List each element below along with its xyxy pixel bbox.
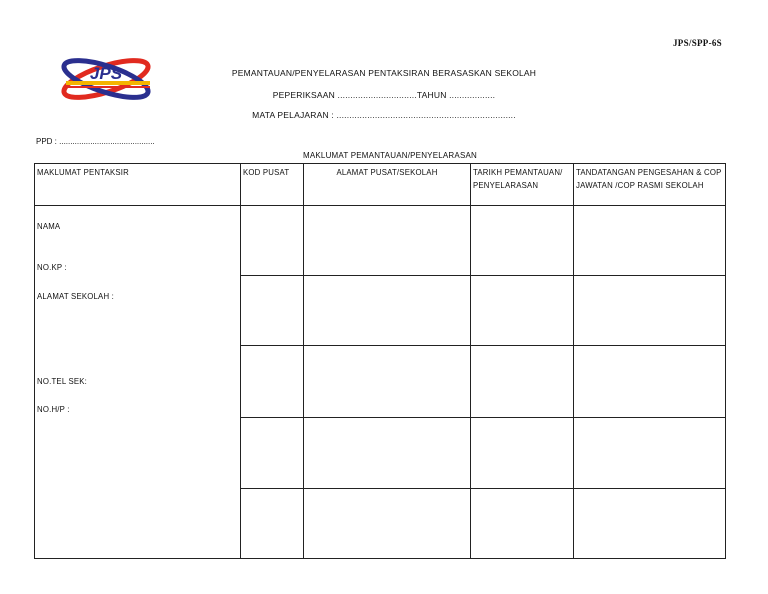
header-kod-pusat: KOD PUSAT [241, 164, 304, 206]
assessor-info-cell[interactable] [35, 206, 241, 559]
alamat-pusat-cell[interactable] [304, 417, 471, 488]
tarikh-cell[interactable] [471, 417, 574, 488]
notel-label: NO.TEL SEK: [37, 377, 88, 387]
kod-pusat-cell[interactable] [241, 276, 304, 346]
header-alamat-pusat: ALAMAT PUSAT/SEKOLAH [304, 164, 471, 206]
table-row [35, 206, 726, 276]
nohp-label: NO.H/P : [37, 405, 70, 415]
tarikh-cell[interactable] [471, 346, 574, 417]
kod-pusat-cell[interactable] [241, 417, 304, 488]
exam-year-line: PEPERIKSAAN ...............................TAHUN .................. [272, 90, 496, 100]
alamat-sekolah-label: ALAMAT SEKOLAH : [37, 292, 115, 302]
alamat-pusat-cell[interactable] [304, 346, 471, 417]
alamat-pusat-cell[interactable] [304, 276, 471, 346]
ppd-line: PPD : ........................................... [36, 137, 155, 146]
tarikh-cell[interactable] [471, 276, 574, 346]
header-tandatangan: TANDATANGAN PENGESAHAN & COP JAWATAN /COP RASMI SEKOLAH [574, 164, 726, 206]
tarikh-cell[interactable] [471, 488, 574, 558]
document-code: JPS/SPP-6S [672, 38, 722, 48]
tandatangan-cell[interactable] [574, 276, 726, 346]
alamat-pusat-cell[interactable] [304, 488, 471, 558]
jps-logo [58, 48, 154, 110]
header-tarikh: TARIKH PEMANTAUAN/ PENYELARASAN [471, 164, 574, 206]
header-maklumat-pentaksir: MAKLUMAT PENTAKSIR [35, 164, 241, 206]
kod-pusat-cell[interactable] [241, 346, 304, 417]
tandatangan-cell[interactable] [574, 417, 726, 488]
kod-pusat-cell[interactable] [241, 488, 304, 558]
tandatangan-cell[interactable] [574, 206, 726, 276]
monitoring-table [34, 163, 726, 559]
table-header-row [35, 164, 726, 206]
tandatangan-cell[interactable] [574, 346, 726, 417]
nama-label: NAMA [37, 222, 61, 232]
subject-line: MATA PELAJARAN : ...................................................................... [252, 110, 516, 120]
nokp-label: NO.KP : [37, 263, 67, 273]
tarikh-cell[interactable] [471, 206, 574, 276]
alamat-pusat-cell[interactable] [304, 206, 471, 276]
kod-pusat-cell[interactable] [241, 206, 304, 276]
tandatangan-cell[interactable] [574, 488, 726, 558]
jps-logo-text: JPS [89, 64, 123, 83]
section-title: MAKLUMAT PEMANTAUAN/PENYELARASAN [303, 151, 477, 160]
document-title: PEMANTAUAN/PENYELARASAN PENTAKSIRAN BERASASKAN SEKOLAH [231, 68, 537, 78]
